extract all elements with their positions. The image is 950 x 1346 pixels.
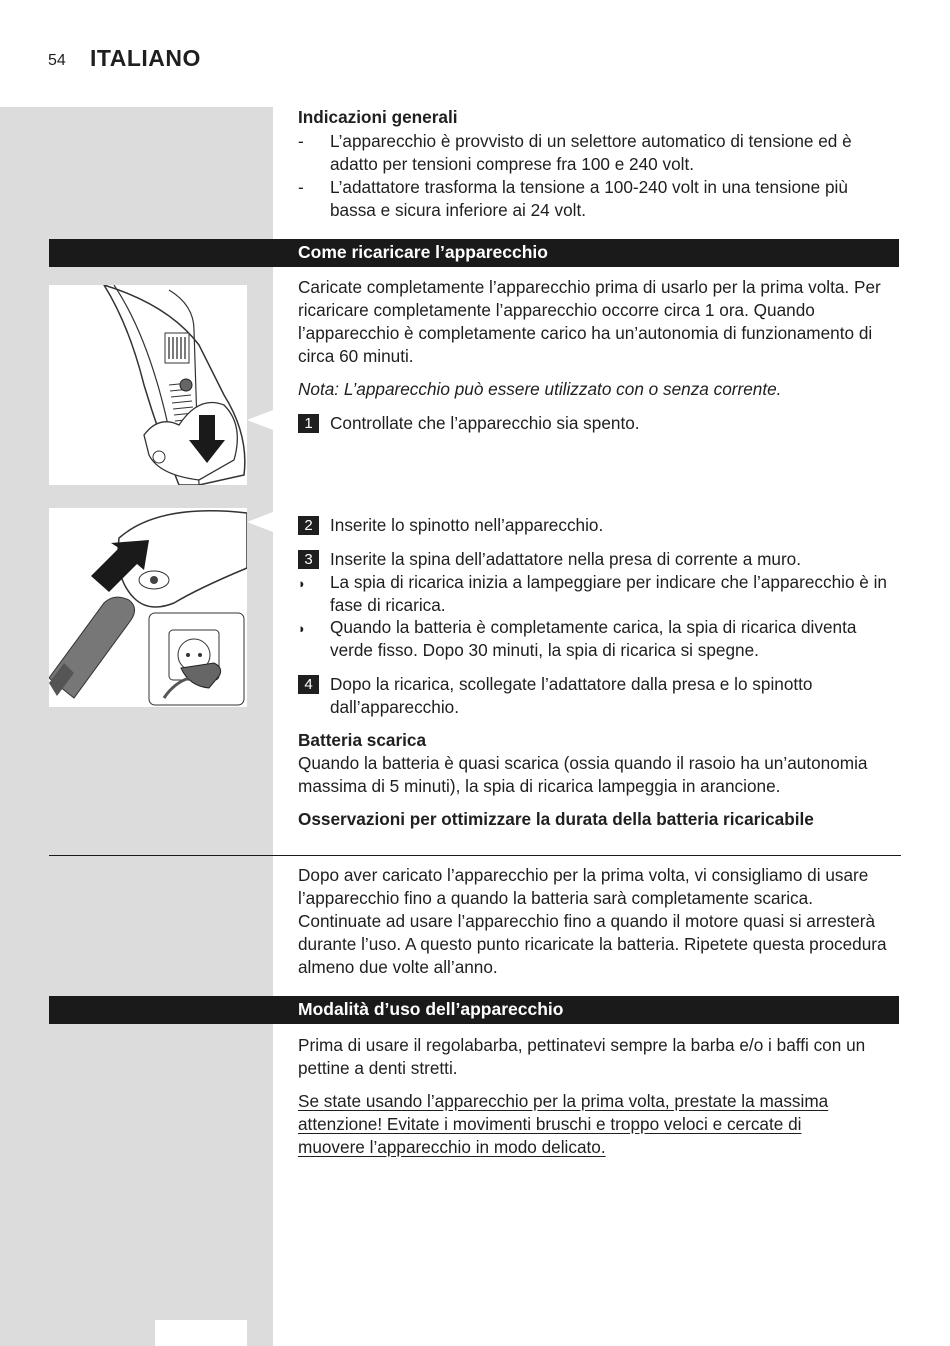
bullet-1 [298,571,898,617]
general-heading: Indicazioni generali [298,107,458,127]
step-number: 2 [298,516,319,535]
step-number: 1 [298,414,319,433]
step-2 [298,514,898,537]
usage-text: Prima di usare il regolabarba, pettinatevi sempre la barba e/o i baffi con un pettine a denti stretti. [298,1035,866,1078]
battery-tips-text: Dopo aver caricato l’apparecchio per la prima volta, vi consigliamo di usare l’apparecchio fino a quando la batteria sarà completamente scarica. Continuate ad usare l’apparecchio fino a quando il motore quasi si arresterà durante l’uso. A questo punto ricaricate la batteria. Ripetete questa procedura almeno due volte all’anno. [298,865,887,977]
general-item-1 [298,130,898,176]
general-item-1-text: L’apparecchio è provvisto di un selettore automatico di tensione ed è adatto per tensioni comprese fra 100 e 240 volt. [330,131,852,174]
step-text: Inserite la spina dell’adattatore nella presa di corrente a muro. [330,549,802,569]
section-rule [49,855,901,856]
battery-tips-heading: Osservazioni per ottimizzare la durata della batteria ricaricabile [298,809,814,829]
step-4 [298,673,898,719]
bullet-marker: ◗ [298,621,306,636]
step-text: Controllate che l’apparecchio sia spento. [330,413,640,433]
dash-marker: - [298,131,304,151]
usage-warning: Se state usando l’apparecchio per la prima volta, prestate la massima attenzione! Evitate i movimenti bruschi e troppo veloci e cercate di muovere l’apparecchio in modo delicato. [298,1091,829,1157]
callout-pointer [247,410,273,430]
step-number: 4 [298,675,319,694]
page-number: 54 [48,52,66,69]
footer-block [155,1320,247,1346]
general-item-2-text: L’adattatore trasforma la tensione a 100-240 volt in una tensione più bassa e sicura inferiore ai 24 volt. [330,177,848,220]
step-text: Dopo la ricarica, scollegate l’adattatore dalla presa e lo spinotto dall’apparecchio. [330,674,813,717]
step-3 [298,548,898,571]
section-title-charging: Come ricaricare l’apparecchio [298,242,548,262]
battery-low-heading: Batteria scarica [298,730,427,750]
trimmer-switch-icon [49,285,247,485]
charging-intro: Caricate completamente l’apparecchio prima di usarlo per la prima volta. Per ricaricare completamente l’apparecchio occorre circa 1 ora. Quando l’apparecchio è completamente carico ha un’autonomia di funzionamento di circa 60 minuti. [298,277,881,366]
bullet-marker: ◗ [298,576,306,591]
charging-illustration [49,508,247,707]
callout-pointer-2 [247,512,273,532]
general-item-2 [298,176,898,222]
step-text: Inserite lo spinotto nell’apparecchio. [330,515,604,535]
charging-plug-icon [49,508,247,707]
step-number: 3 [298,550,319,569]
step-1 [298,412,898,435]
bullet-2 [298,616,898,662]
page-language-title: ITALIANO [90,45,201,71]
trimmer-switch-illustration [49,285,247,485]
bullet-text: Quando la batteria è completamente carica, la spia di ricarica diventa verde fisso. Dopo 30 minuti, la spia di ricarica si spegne. [330,617,857,660]
dash-marker: - [298,177,304,197]
bullet-text: La spia di ricarica inizia a lampeggiare per indicare che l’apparecchio è in fase di ricarica. [330,572,887,615]
section-title-usage: Modalità d’uso dell’apparecchio [298,999,564,1019]
section-bar-charging [49,239,899,267]
charging-note: Nota: L’apparecchio può essere utilizzato con o senza corrente. [298,379,782,399]
battery-low-text: Quando la batteria è quasi scarica (ossia quando il rasoio ha un’autonomia massima di 5 minuti), la spia di ricarica lampeggia in arancione. [298,753,868,796]
section-bar-usage [49,996,899,1024]
